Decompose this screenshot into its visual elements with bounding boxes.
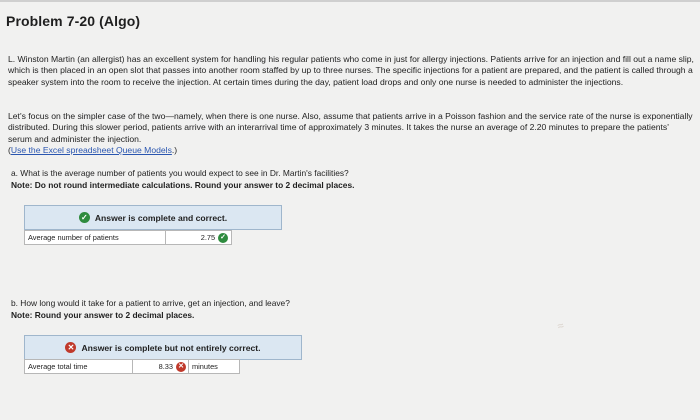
check-circle-icon: ✓ — [79, 212, 90, 223]
answer-b-status-banner — [24, 335, 302, 360]
question-b — [11, 298, 290, 321]
answer-b-label: Average total time — [25, 360, 133, 373]
link-close-paren: .) — [171, 144, 178, 155]
x-circle-icon: ✕ — [65, 342, 76, 353]
answer-a-row — [24, 230, 232, 245]
excel-queue-models-link[interactable]: Use the Excel spreadsheet Queue Models — [10, 144, 172, 155]
answer-a-value[interactable]: 2.75 — [200, 233, 216, 242]
top-rule — [0, 0, 700, 2]
link-open-paren: ( — [8, 144, 11, 155]
question-a-text: a. What is the average number of patients you would expect to see in Dr. Martin's facilities? — [11, 168, 349, 178]
answer-b-status-text: Answer is complete but not entirely correct. — [81, 342, 261, 353]
question-a-note: Note: Do not round intermediate calculations. Round your answer to 2 decimal places. — [11, 179, 355, 190]
answer-a-label: Average number of patients — [25, 231, 166, 244]
answer-b-row — [24, 359, 240, 374]
problem-paragraph-2-text: Let's focus on the simpler case of the two—namely, when there is one nurse. Also, assume that patients arrive in a Poisson fashion and the service rate of the nurse is exponentially distributed. During this slower period, patients arrive with an interarrival time of approximately 3 minutes. It takes the nurse an average of 2.20 minutes to prepare the patients' serum and administer the injection. — [8, 111, 693, 144]
question-a — [11, 168, 354, 191]
answer-a-status-banner — [24, 205, 282, 230]
problem-paragraph-1: L. Winston Martin (an allergist) has an excellent system for handling his regular patients who come in just for allergy injections. Patients arrive for an injection and fill out a name slip, which is then placed in an open slot that passes into another room staffed by up to three nurses. The specific injections for a patient are prepared, and the patient is called through a speaker system into the room to receive the injection. At certain times during the day, patient load drops and only one nurse is needed to administer the injections. — [8, 54, 694, 87]
question-b-note: Note: Round your answer to 2 decimal places. — [11, 309, 195, 320]
question-b-text: b. How long would it take for a patient to arrive, get an injection, and leave? — [11, 298, 290, 308]
answer-b-value[interactable]: 8.33 — [158, 362, 173, 371]
problem-title: Problem 7-20 (Algo) — [6, 13, 141, 29]
answer-b-unit: minutes — [188, 360, 239, 373]
check-circle-icon: ✓ — [218, 233, 228, 243]
x-circle-icon: ✕ — [176, 362, 186, 372]
background-smudge: ≈ — [556, 319, 566, 333]
problem-paragraph-2 — [8, 111, 694, 156]
answer-a-status-text: Answer is complete and correct. — [94, 212, 228, 223]
